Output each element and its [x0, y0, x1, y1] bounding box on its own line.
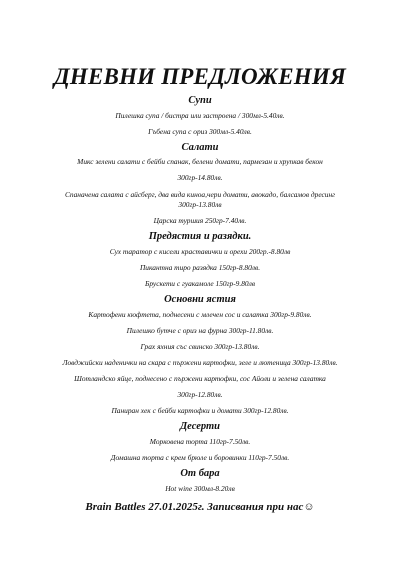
- menu-item: Пилешко бутче с ориз на фурна 300гр-11.80лв.: [126, 326, 274, 335]
- menu-item: Грах яхния със свинско 300гр-13.80лв.: [140, 342, 260, 351]
- menu-item: Пилешка супа / бистра или застроена / 300мл-5.40лв.: [115, 111, 285, 120]
- menu-item: Домашна торта с крем брюле и боровинки 110гр-7.50лв.: [110, 453, 290, 462]
- section-heading-desserts: Десерти: [180, 421, 220, 432]
- menu-item: 300гр-13.80лв: [178, 200, 222, 209]
- menu-item: Шотландско яйце, поднесено с пържени картофки, сос Айоли и зелена салатка: [74, 374, 326, 383]
- menu-item: Спаначена салата с айсберг, два вида киноа,чери домати, авокадо, балсамов дресинг: [64, 190, 336, 199]
- section-heading-mains: Основни ястия: [164, 294, 236, 305]
- menu-item: Паниран хек с бейби картофки и домати 300гр-12.80лв.: [111, 406, 289, 415]
- page-title: ДНЕВНИ ПРЕДЛОЖЕНИЯ: [54, 64, 346, 89]
- menu-item: Микс зелени салати с бейби спанак, белени домати, пармезан и хрупкав бекон: [77, 157, 323, 166]
- menu-content: [24, 94, 376, 514]
- section-heading-starters: Предястия и разядки.: [148, 231, 252, 242]
- menu-item: 300гр-14.80лв.: [177, 173, 223, 182]
- section-heading-salads: Салати: [181, 142, 219, 153]
- event-announcement: Brain Battles 27.01.2025г. Записвания при нас☺: [85, 501, 315, 513]
- menu-item: Пикантна тиро разядка 150гр-8.80лв.: [139, 263, 261, 272]
- section-heading-bar: От бара: [180, 468, 220, 479]
- section-heading-soups: Супи: [188, 95, 212, 106]
- menu-item: Царска туршия 250гр-7.40лв.: [153, 216, 247, 225]
- menu-item: Морковена торта 110гр-7.50лв.: [149, 437, 251, 446]
- menu-item: Сух таратор с кисели краставички и орехи 200гр.-8.80лв: [109, 247, 291, 256]
- menu-item: Ловджийски наденички на скара с пържени картофки, зеле и лютеница 300гр-13.80лв.: [62, 358, 338, 367]
- menu-item: Hot wine 300мл-8.20лв: [165, 484, 235, 493]
- menu-item: Картофени кюфтета, поднесени с млечен сос и салатка 300гр-9.80лв.: [88, 310, 312, 319]
- menu-item: Гъбена супа с ориз 300мл-5.40лв.: [148, 127, 252, 136]
- menu-item: 300гр-12.80лв.: [177, 390, 223, 399]
- menu-item: Брускети с гуакамоле 150гр-9.80лв: [144, 279, 256, 288]
